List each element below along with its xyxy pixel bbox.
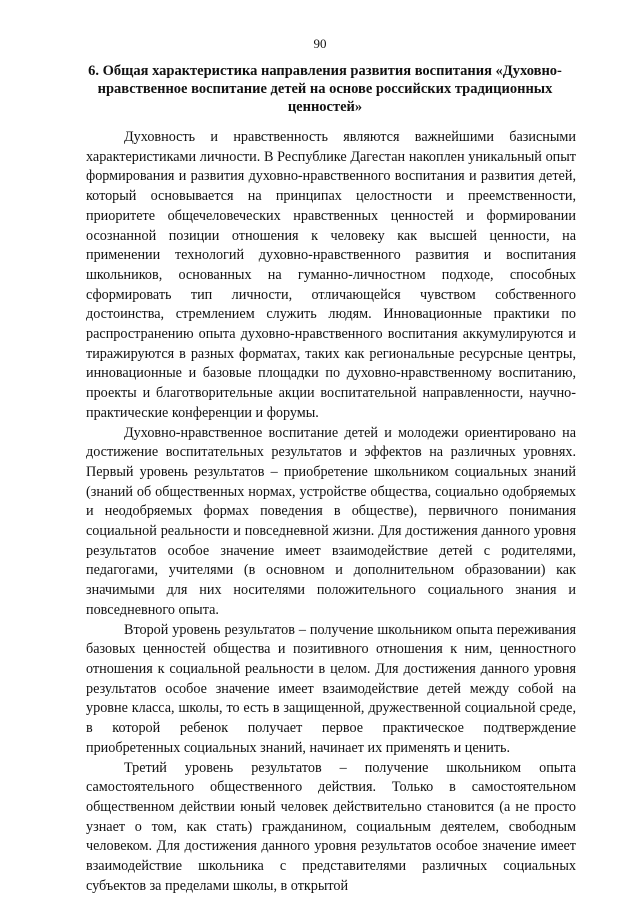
paragraph-4: Третий уровень результатов – получение школьником опыта самостоятельного общественного действия. Только в самостоятельном общественном действии юный человек действительно становится (а не просто узнает о том, как стать) гражданином, социальным деятелем, свободным человеком. Для достижения данного уровня результатов особое значение имеет взаимодействие школьника с представителями различных социальных субъектов за пределами школы, в открытой: [86, 759, 576, 894]
page-number: 90: [313, 36, 327, 51]
section-heading: 6. Общая характеристика направления развития воспитания «Духовно-нравственное воспитание детей на основе российских традиционных ценностей»: [88, 63, 562, 115]
paragraph-3: Второй уровень результатов – получение школьником опыта переживания базовых ценностей общества и позитивного отношения к ним, ценностного отношения к социальной реальности в целом. Для достижения данного уровня результатов особое значение имеет взаимодействие детей между собой на уровне класса, школы, то есть в защищенной, дружественной социальной среде, в которой ребенок получает первое практическое подтверждение приобретенных социальных знаний, начинает их применять и ценить.: [86, 621, 576, 756]
paragraph-1: Духовность и нравственность являются важнейшими базисными характеристиками личности. В Республике Дагестан накоплен уникальный опыт формирования и развития духовно-нравственного воспитания и развития детей, который основывается на принципах целостности и преемственности, приоритете общечеловеческих нравственных ценностей и формировании осознанной позиции отношения к человеку как высшей ценности, на применении технологий духовно-нравственного развития и воспитания школьников, основанных на гуманно-личностном подходе, способных сформировать тип личности, отличающейся чувством собственного достоинства, стремлением служить людям. Инновационные практики по распространению опыта духовно-нравственного воспитания аккумулируются и тиражируются в разных форматах, таких как региональные ресурсные центры, инновационные и базовые площадки по духовно-нравственному воспитанию, проекты и благотворительные акции воспитательной направленности, научно-практические конференции и форумы.: [86, 129, 576, 421]
body-text: [86, 128, 576, 896]
paragraph-2: Духовно-нравственное воспитание детей и молодежи ориентировано на достижение воспитательных результатов и эффектов на различных уровнях. Первый уровень результатов – приобретение школьником социальных знаний (знаний об общественных нормах, устройстве общества, социально одобряемых и неодобряемых формах поведения в обществе), первичного понимания социальной реальности и повседневной жизни. Для достижения данного уровня результатов особое значение имеет взаимодействие детей с родителями, педагогами, учителями (в основном и дополнительном образовании) как значимыми для них носителями положительного социального знания и повседневного опыта.: [86, 424, 576, 618]
